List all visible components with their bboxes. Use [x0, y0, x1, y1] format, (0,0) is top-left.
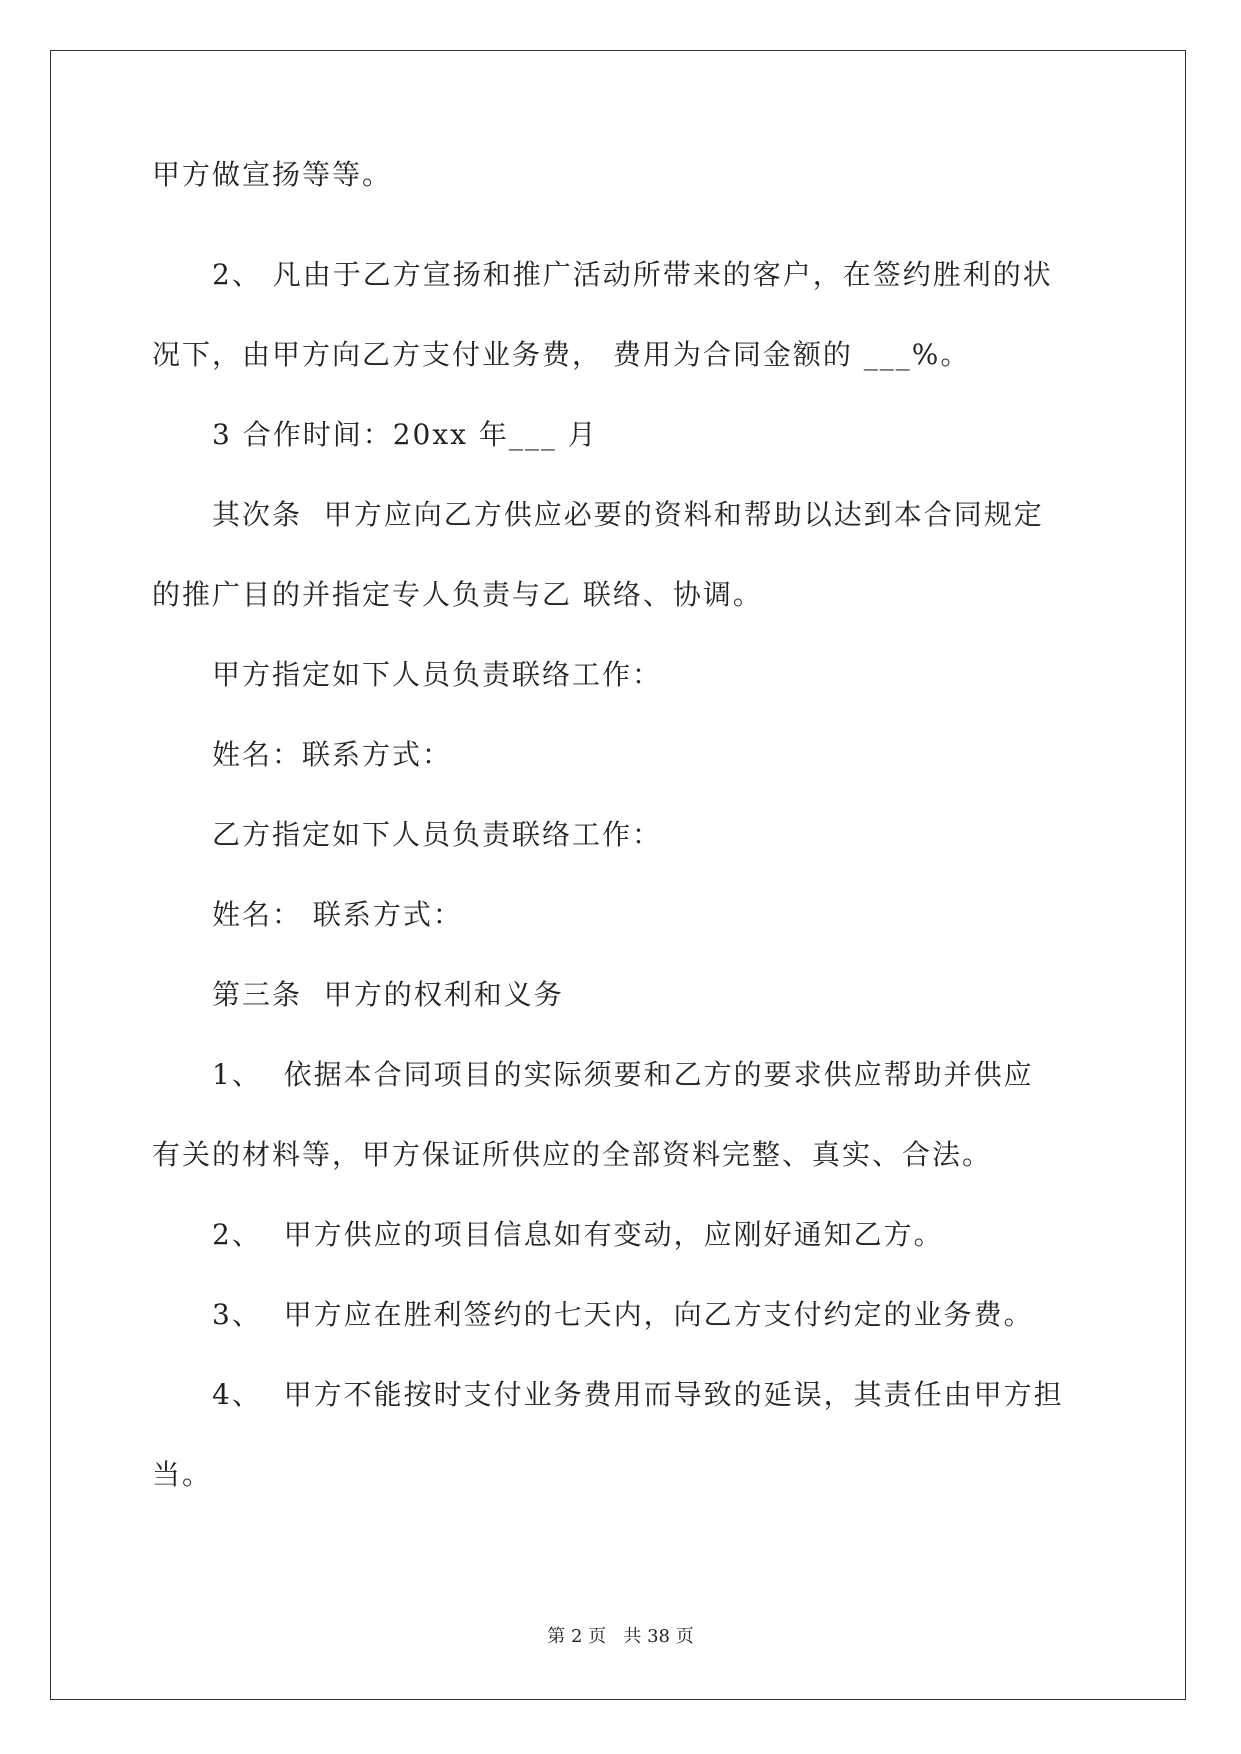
text-line-13: 有关的材料等，甲方保证所供应的全部资料完整、真实、合法。 [152, 1138, 993, 1171]
page-border [50, 50, 1186, 1700]
text-line-11: 第三条 甲方的权利和义务 [212, 978, 564, 1011]
text-line-17: 当。 [152, 1458, 213, 1491]
text-line-7: 甲方指定如下人员负责联络工作： [212, 658, 663, 691]
text-line-6: 的推广目的并指定专人负责与乙 联络、协调。 [152, 578, 763, 611]
text-line-8: 姓名：联系方式： [212, 738, 453, 771]
text-line-16: 4、 甲方不能按时支付业务费用而导致的延误，其责任由甲方担 [212, 1378, 1064, 1411]
text-line-9: 乙方指定如下人员负责联络工作： [212, 818, 663, 851]
page-number-footer: 第 2 页 共 38 页 [547, 1626, 694, 1647]
text-line-1: 甲方做宣扬等等。 [152, 158, 393, 191]
text-line-3: 况下，由甲方向乙方支付业务费， 费用为合同金额的 ___%。 [152, 338, 971, 371]
text-line-5: 其次条 甲方应向乙方供应必要的资料和帮助以达到本合同规定 [212, 498, 1044, 531]
text-line-4: 3 合作时间：20xx 年___ 月 [212, 418, 598, 451]
text-line-15: 3、 甲方应在胜利签约的七天内，向乙方支付约定的业务费。 [212, 1298, 1034, 1331]
text-line-14: 2、 甲方供应的项目信息如有变动，应刚好通知乙方。 [212, 1218, 944, 1251]
text-line-2: 2、 凡由于乙方宣扬和推广活动所带来的客户，在签约胜利的状 [212, 258, 1053, 291]
text-line-12: 1、 依据本合同项目的实际须要和乙方的要求供应帮助并供应 [212, 1058, 1034, 1091]
text-line-10: 姓名： 联系方式： [212, 898, 463, 931]
